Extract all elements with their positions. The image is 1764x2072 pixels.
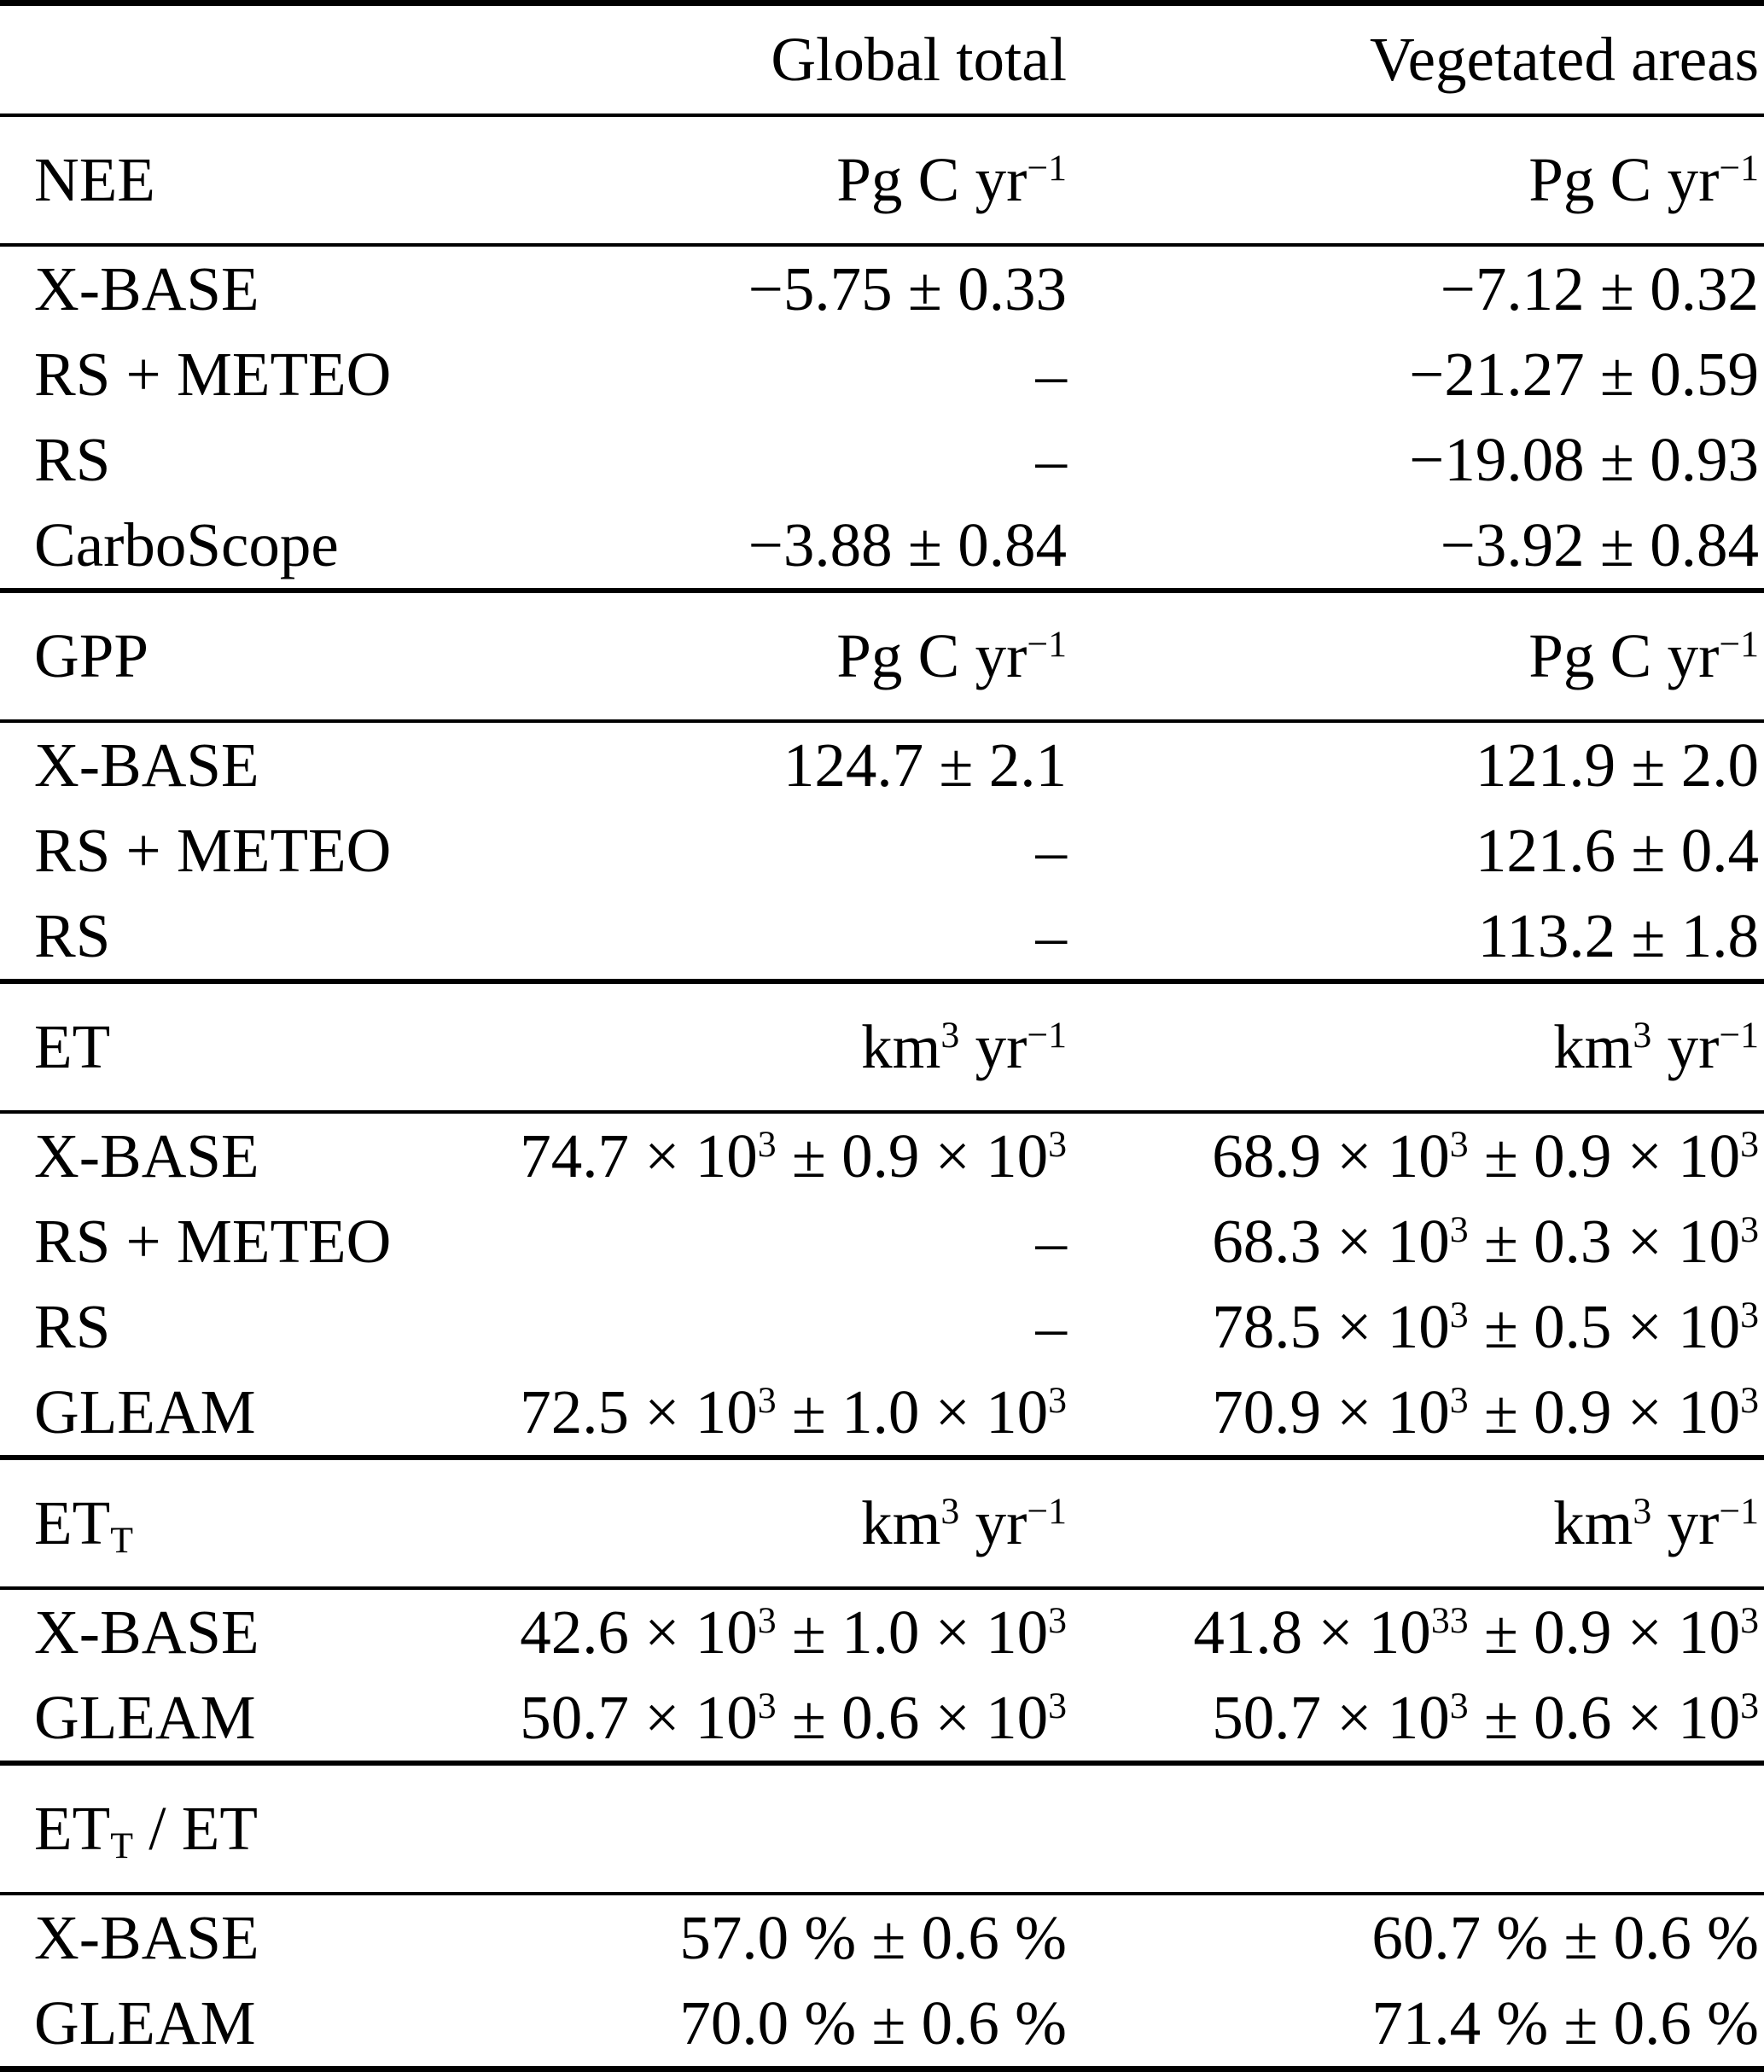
unit-cell-global [478, 1011, 1067, 1083]
section-title-text: ET [34, 1794, 111, 1863]
value-text: – [1035, 1207, 1067, 1276]
unit-text: Pg C yr [836, 621, 1028, 690]
unit-text: km [861, 1488, 941, 1557]
value-text: – [1035, 901, 1067, 970]
row-label: GLEAM [34, 1988, 256, 2057]
unit-cell-vegetated [1067, 620, 1764, 692]
value-vegetated [1067, 1597, 1764, 1668]
value-text: 121.6 ± 0.4 [1475, 816, 1759, 885]
value-text: ± 0.9 × 10 [1468, 1598, 1741, 1667]
section-title [0, 144, 478, 216]
section-title-text: ET [34, 1012, 111, 1081]
table-row [0, 1981, 1764, 2066]
value-sup: 3 [1740, 1294, 1759, 1336]
value-global [478, 339, 1067, 410]
section-gpp [0, 588, 1764, 979]
value-global [478, 900, 1067, 972]
value-sup: 3 [757, 1123, 777, 1165]
value-global [478, 424, 1067, 496]
value-global [478, 1291, 1067, 1363]
table-row [0, 1114, 1764, 1199]
value-sup: 3 [757, 1599, 777, 1641]
unit-text: Pg C yr [1528, 145, 1720, 214]
value-global [478, 253, 1067, 325]
value-sup: 3 [1048, 1123, 1067, 1165]
value-text: 74.7 × 10 [520, 1121, 758, 1190]
section-et [0, 979, 1764, 1455]
value-global [478, 1988, 1067, 2059]
value-text: 78.5 × 10 [1212, 1292, 1450, 1361]
value-global [478, 815, 1067, 887]
table-row [0, 1675, 1764, 1761]
value-vegetated [1067, 1376, 1764, 1448]
value-vegetated [1067, 1988, 1764, 2059]
value-vegetated [1067, 509, 1764, 581]
value-sup: 3 [1449, 1685, 1469, 1726]
value-sup: 3 [1740, 1208, 1759, 1250]
unit-cell-vegetated [1067, 1487, 1764, 1559]
section-header-row [0, 1460, 1764, 1586]
value-text: 50.7 × 10 [1212, 1683, 1450, 1752]
unit-sup: −1 [1027, 1490, 1067, 1532]
row-label: RS [34, 425, 111, 494]
value-sup: 3 [1449, 1294, 1469, 1336]
value-text: ± 0.5 × 10 [1468, 1292, 1741, 1361]
value-global [478, 1597, 1067, 1668]
section-header-row [0, 593, 1764, 719]
value-vegetated [1067, 815, 1764, 887]
value-sup: 3 [1740, 1123, 1759, 1165]
row-label: X-BASE [34, 254, 259, 323]
value-global [478, 1376, 1067, 1448]
value-text: ± 1.0 × 10 [776, 1598, 1049, 1667]
value-sup: 3 [1740, 1379, 1759, 1421]
section-ett [0, 1455, 1764, 1761]
section-header-row [0, 117, 1764, 243]
value-text: – [1035, 425, 1067, 494]
value-vegetated [1067, 1682, 1764, 1754]
table-row [0, 1590, 1764, 1675]
section-nee [0, 117, 1764, 588]
unit-sup: 3 [940, 1490, 960, 1532]
value-text: 72.5 × 10 [520, 1377, 758, 1446]
value-vegetated [1067, 1291, 1764, 1363]
value-sup: 3 [1740, 1599, 1759, 1641]
unit-text: yr [959, 1488, 1028, 1557]
table-row [0, 503, 1764, 588]
value-text: 70.0 % ± 0.6 % [679, 1988, 1067, 2057]
unit-sup: −1 [1027, 147, 1067, 189]
table-row [0, 417, 1764, 503]
unit-text: km [1553, 1488, 1633, 1557]
value-text: 113.2 ± 1.8 [1477, 901, 1759, 970]
row-label: CarboScope [34, 510, 339, 579]
value-vegetated [1067, 730, 1764, 801]
row-label: RS [34, 901, 111, 970]
row-label: GLEAM [34, 1377, 256, 1446]
section-title-text: ET [34, 1488, 111, 1557]
value-text: 124.7 ± 2.1 [783, 730, 1067, 800]
row-label: RS + METEO [34, 1207, 392, 1276]
value-sup: 3 [757, 1379, 777, 1421]
table-row [0, 1199, 1764, 1284]
section-title-text: NEE [34, 145, 155, 214]
row-label: RS + METEO [34, 816, 392, 885]
unit-text: km [861, 1012, 941, 1081]
value-text: ± 0.6 × 10 [1468, 1683, 1741, 1752]
value-text: ± 0.9 × 10 [1468, 1121, 1741, 1190]
row-label: X-BASE [34, 1903, 259, 1972]
value-text: 50.7 × 10 [520, 1683, 758, 1752]
row-label: RS + METEO [34, 340, 392, 409]
unit-text: Pg C yr [836, 145, 1028, 214]
value-text: ± 0.6 × 10 [776, 1683, 1049, 1752]
value-text: – [1035, 340, 1067, 409]
column-header-row [0, 6, 1764, 113]
section-title-text: GPP [34, 621, 148, 690]
table-row [0, 247, 1764, 332]
value-vegetated [1067, 253, 1764, 325]
value-text: −21.27 ± 0.59 [1409, 340, 1759, 409]
value-sup: 3 [1449, 1379, 1469, 1421]
table-row [0, 893, 1764, 979]
value-text: ± 0.9 × 10 [776, 1121, 1049, 1190]
value-text: −3.88 ± 0.84 [748, 510, 1067, 579]
value-vegetated [1067, 900, 1764, 972]
unit-cell-vegetated [1067, 1011, 1764, 1083]
value-text: 71.4 % ± 0.6 % [1371, 1988, 1759, 2057]
value-sup: 3 [1449, 1208, 1469, 1250]
value-global [478, 1902, 1067, 1974]
row-label: RS [34, 1292, 111, 1361]
value-sup: 3 [1449, 1123, 1469, 1165]
unit-cell-vegetated [1067, 144, 1764, 216]
section-ett-over-et [0, 1761, 1764, 2066]
value-text: −7.12 ± 0.32 [1440, 254, 1759, 323]
value-sup: 3 [1048, 1685, 1067, 1726]
section-title-suffix: / ET [132, 1794, 258, 1863]
row-label: X-BASE [34, 730, 259, 800]
column-header-vegetated-areas: Vegetated areas [1370, 25, 1759, 94]
value-text: −3.92 ± 0.84 [1440, 510, 1759, 579]
value-text: 70.9 × 10 [1212, 1377, 1450, 1446]
value-vegetated [1067, 1206, 1764, 1278]
value-text: 68.3 × 10 [1212, 1207, 1450, 1276]
unit-sup: 3 [940, 1014, 960, 1056]
value-global [478, 730, 1067, 801]
value-text: ± 1.0 × 10 [776, 1377, 1049, 1446]
unit-text: yr [959, 1012, 1028, 1081]
unit-text: Pg C yr [1528, 621, 1720, 690]
unit-sup: −1 [1027, 623, 1067, 665]
unit-sup: −1 [1719, 1014, 1759, 1056]
unit-sup: 3 [1633, 1490, 1652, 1532]
value-text: – [1035, 816, 1067, 885]
section-title [0, 1793, 478, 1865]
value-text: −19.08 ± 0.93 [1409, 425, 1759, 494]
value-text: 42.6 × 10 [520, 1598, 758, 1667]
table-row [0, 1370, 1764, 1455]
section-title [0, 620, 478, 692]
table-row [0, 332, 1764, 417]
section-title-subscript: T [110, 1519, 133, 1561]
value-vegetated [1067, 424, 1764, 496]
value-vegetated [1067, 339, 1764, 410]
unit-text: yr [1651, 1488, 1720, 1557]
unit-cell-global [478, 620, 1067, 692]
row-label: X-BASE [34, 1598, 259, 1667]
unit-cell-global [478, 144, 1067, 216]
section-title [0, 1487, 478, 1559]
value-sup: 33 [1430, 1599, 1469, 1641]
unit-sup: −1 [1719, 1490, 1759, 1532]
value-text: 57.0 % ± 0.6 % [679, 1903, 1067, 1972]
table-row [0, 1284, 1764, 1370]
value-text: −5.75 ± 0.33 [748, 254, 1067, 323]
value-text: 68.9 × 10 [1212, 1121, 1450, 1190]
unit-text: km [1553, 1012, 1633, 1081]
unit-cell-global [478, 1487, 1067, 1559]
unit-sup: −1 [1719, 623, 1759, 665]
unit-sup: −1 [1719, 147, 1759, 189]
section-header-row [0, 1766, 1764, 1892]
table-row [0, 723, 1764, 808]
table-row [0, 1895, 1764, 1981]
value-text: 41.8 × 10 [1193, 1598, 1431, 1667]
value-text: 121.9 ± 2.0 [1475, 730, 1759, 800]
value-sup: 3 [1048, 1379, 1067, 1421]
row-label: X-BASE [34, 1121, 259, 1190]
section-title [0, 1011, 478, 1083]
value-text: 60.7 % ± 0.6 % [1371, 1903, 1759, 1972]
table-row [0, 808, 1764, 893]
section-header-row [0, 984, 1764, 1110]
value-sup: 3 [757, 1685, 777, 1726]
unit-text: yr [1651, 1012, 1720, 1081]
value-sup: 3 [1740, 1685, 1759, 1726]
value-global [478, 1682, 1067, 1754]
value-global [478, 1120, 1067, 1192]
value-vegetated [1067, 1902, 1764, 1974]
value-text: – [1035, 1292, 1067, 1361]
value-text: ± 0.9 × 10 [1468, 1377, 1741, 1446]
value-global [478, 509, 1067, 581]
section-title-subscript: T [110, 1825, 133, 1866]
value-global [478, 1206, 1067, 1278]
value-text: ± 0.3 × 10 [1468, 1207, 1741, 1276]
unit-sup: 3 [1633, 1014, 1652, 1056]
value-vegetated [1067, 1120, 1764, 1192]
row-label: GLEAM [34, 1683, 256, 1752]
value-sup: 3 [1048, 1599, 1067, 1641]
column-header-global-total: Global total [771, 25, 1067, 94]
unit-sup: −1 [1027, 1014, 1067, 1056]
